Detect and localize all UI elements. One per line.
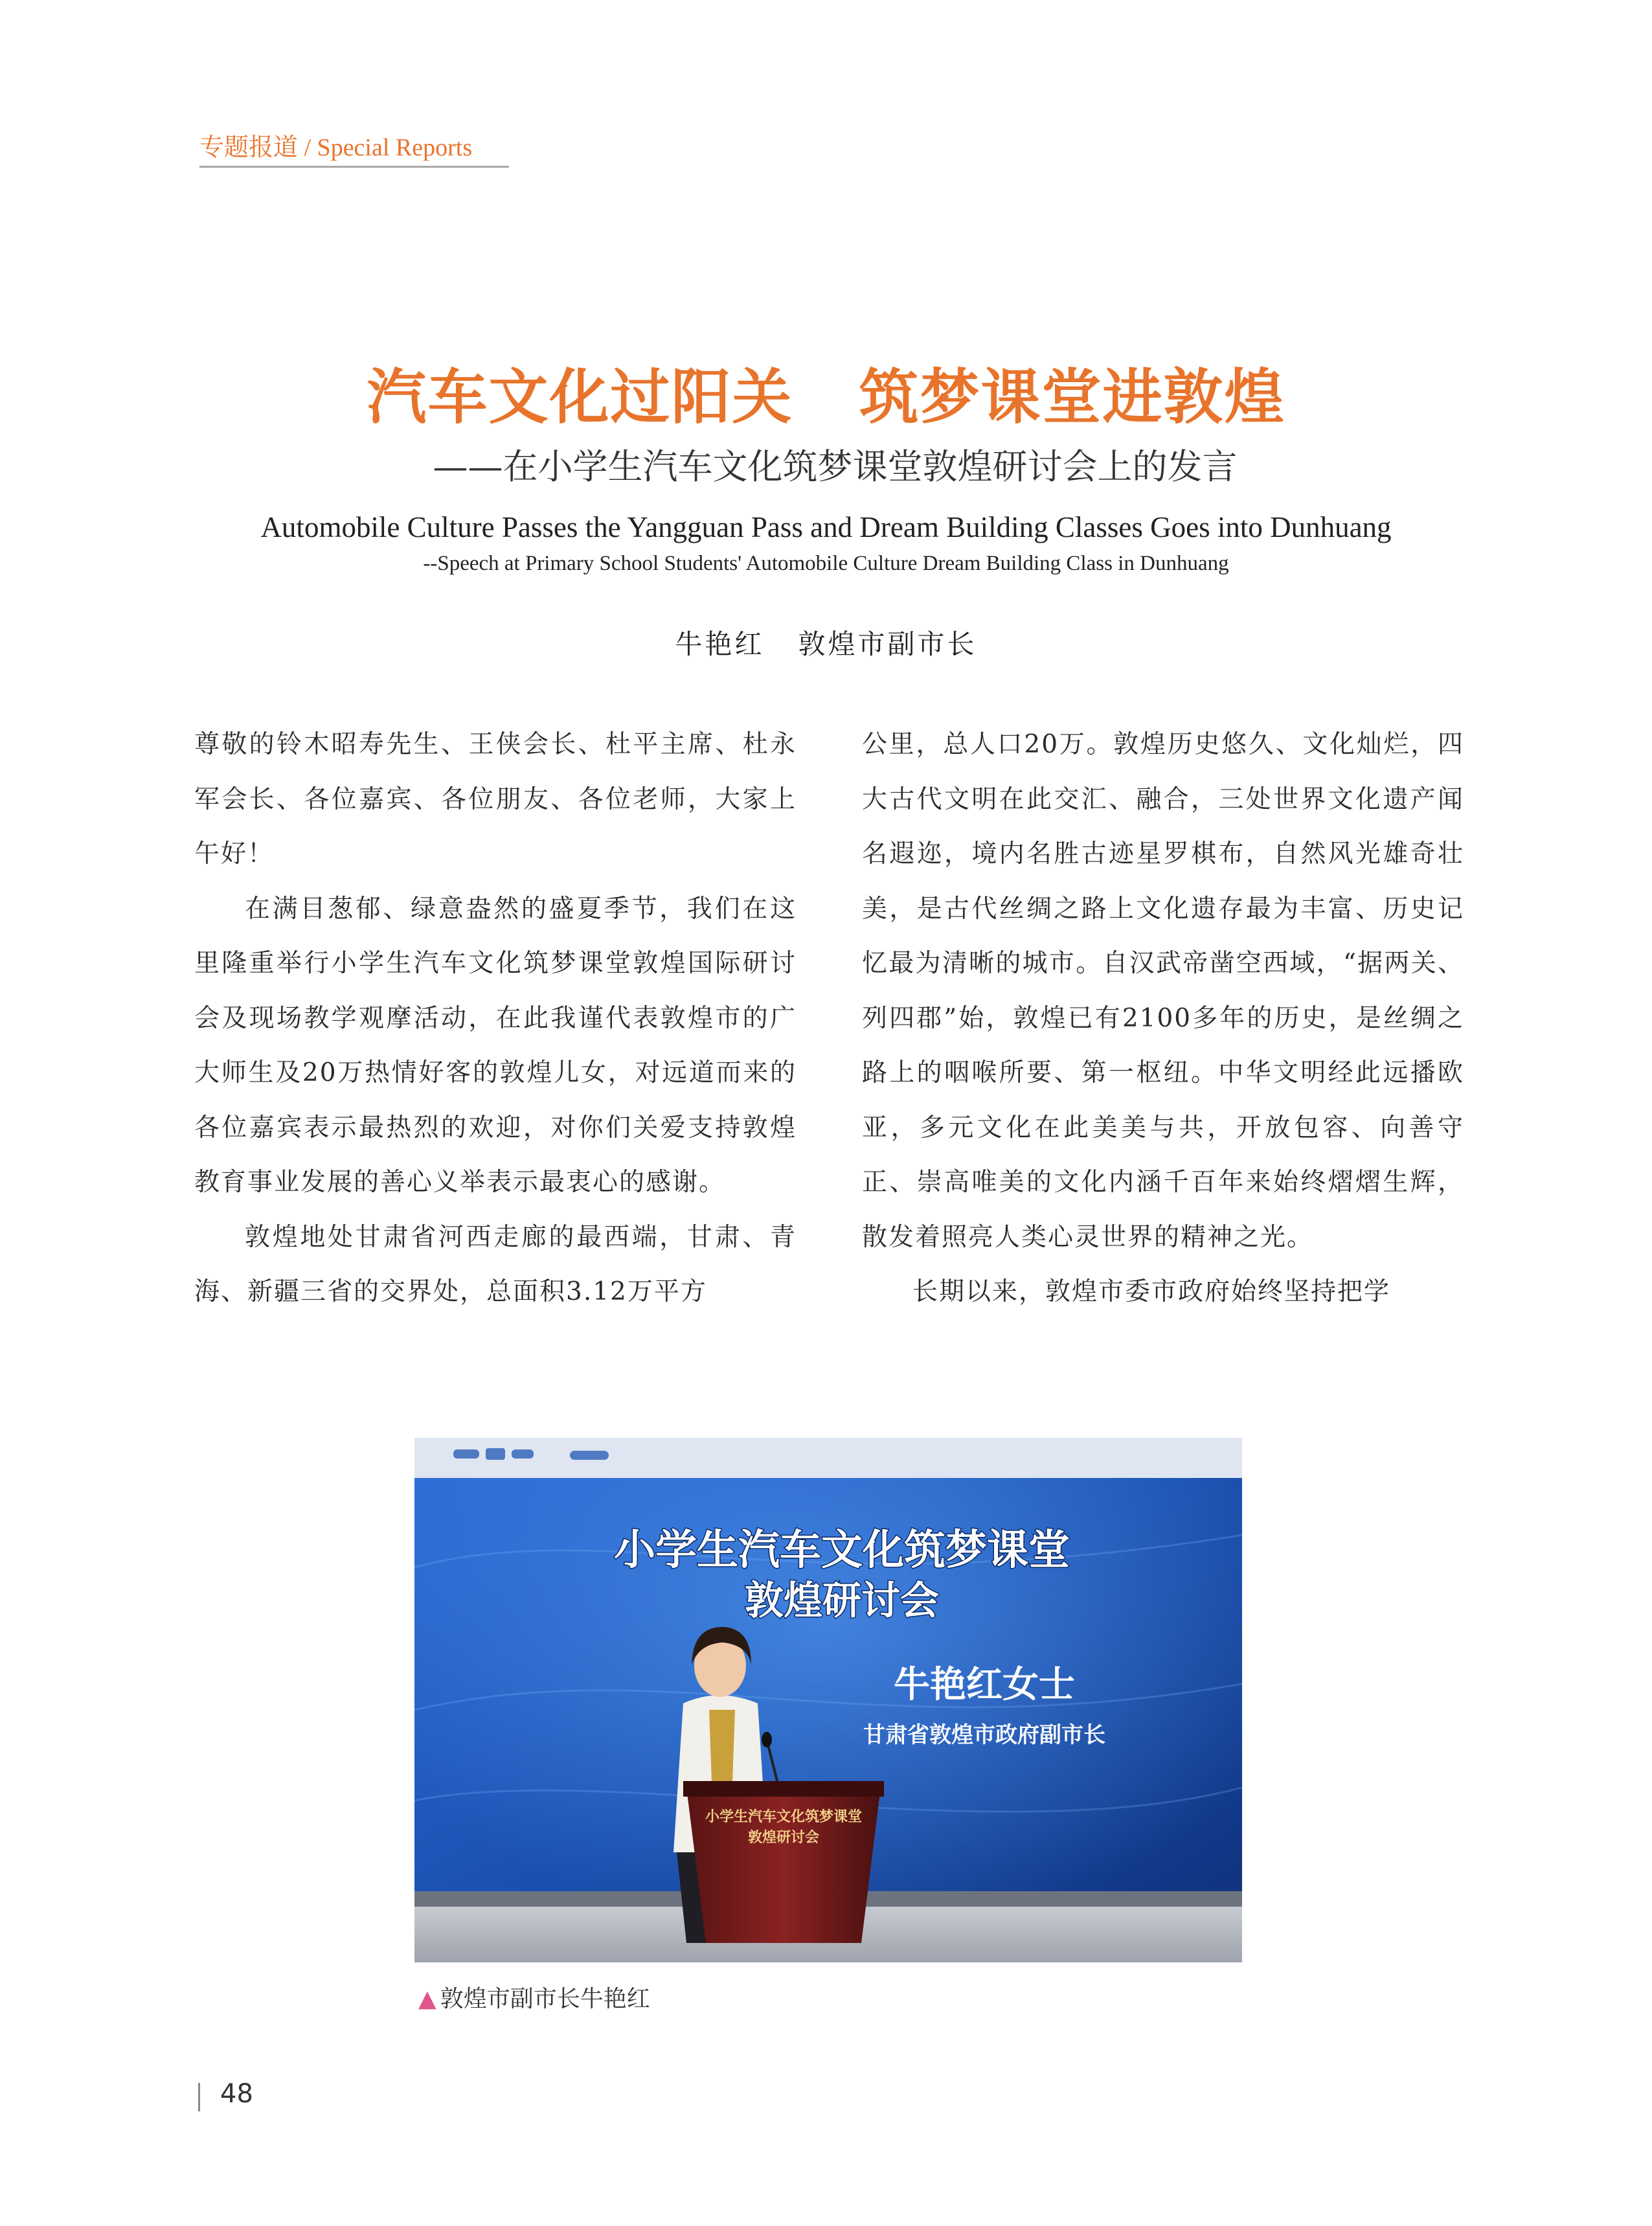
section-label: 专题报道 / Special Reports [199, 134, 473, 161]
article-subtitle: ——在小学生汽车文化筑梦课堂敦煌研讨会上的发言 [433, 446, 1238, 487]
page-number-divider [198, 2083, 200, 2111]
paragraph: 敦煌地处甘肃省河西走廊的最西端，甘肃、青海、新疆三省的交界处，总面积3.12万平方 [194, 1222, 797, 1306]
body-column-right [862, 718, 1464, 1320]
author-byline: 牛艳红 敦煌市副市长 [675, 628, 977, 660]
paragraph: 尊敬的铃木昭寿先生、王侠会长、杜平主席、杜永军会长、各位嘉宾、各位朋友、各位老师，大家上午好！ [194, 730, 797, 869]
speaker-name: 牛艳红女士 [894, 1664, 1075, 1706]
paragraph: 公里，总人口20万。敦煌历史悠久、文化灿烂，四大古代文明在此交汇、融合，三处世界文化遗产闻名遐迩，境内名胜古迹星罗棋布，自然风光雄奇壮美，是古代丝绸之路上文化遗存最为丰富、历史记忆最为清晰的城市。自汉武帝凿空西域，“据两关、列四郡”始，敦煌已有2100多年的历史，是丝绸之路上的咽喉所要、第一枢纽。中华文明经此远播欧亚，多元文化在此美美与共，开放包容、向善守正、崇高唯美的文化内涵千百年来始终熠熠生辉，散发着照亮人类心灵世界的精神之光。 [862, 730, 1464, 1252]
article-title: 汽车文化过阳关 筑梦课堂进敦煌 [367, 363, 1285, 432]
podium-label-line2: 敦煌研讨会 [747, 1830, 820, 1846]
article-photo [414, 1438, 1242, 1962]
triangle-marker-icon: ▲ [418, 1986, 436, 2012]
page-number: 48 [220, 2079, 253, 2109]
screen-title-line1: 小学生汽车文化筑梦课堂 [614, 1527, 1070, 1574]
body-column-left [194, 718, 797, 1320]
paragraph: 长期以来，敦煌市委市政府始终坚持把学 [912, 1277, 1391, 1306]
section-divider [199, 166, 509, 168]
paragraph: 在满目葱郁、绿意盎然的盛夏季节，我们在这里隆重举行小学生汽车文化筑梦课堂敦煌国际研讨会及现场教学观摩活动，在此我谨代表敦煌市的广大师生及20万热情好客的敦煌儿女，对远道而来的各位嘉宾表示最热烈的欢迎，对你们关爱支持敦煌教育事业发展的善心义举表示最衷心的感谢。 [194, 894, 797, 1197]
photo-caption [418, 1981, 650, 2014]
screen-title-line2: 敦煌研讨会 [745, 1578, 939, 1624]
caption-text: 敦煌市副市长牛艳红 [440, 1986, 650, 2012]
podium-label-line1: 小学生汽车文化筑梦课堂 [705, 1809, 863, 1825]
speaker-title: 甘肃省敦煌市政府副市长 [863, 1722, 1105, 1748]
article-subtitle-english: --Speech at Primary School Students' Automobile Culture Dream Building Class in Dunhuang [423, 552, 1229, 575]
article-title-english: Automobile Culture Passes the Yangguan Pass and Dream Building Classes Goes into Dunhuang [260, 511, 1392, 543]
photo-illustration [414, 1438, 1242, 1962]
